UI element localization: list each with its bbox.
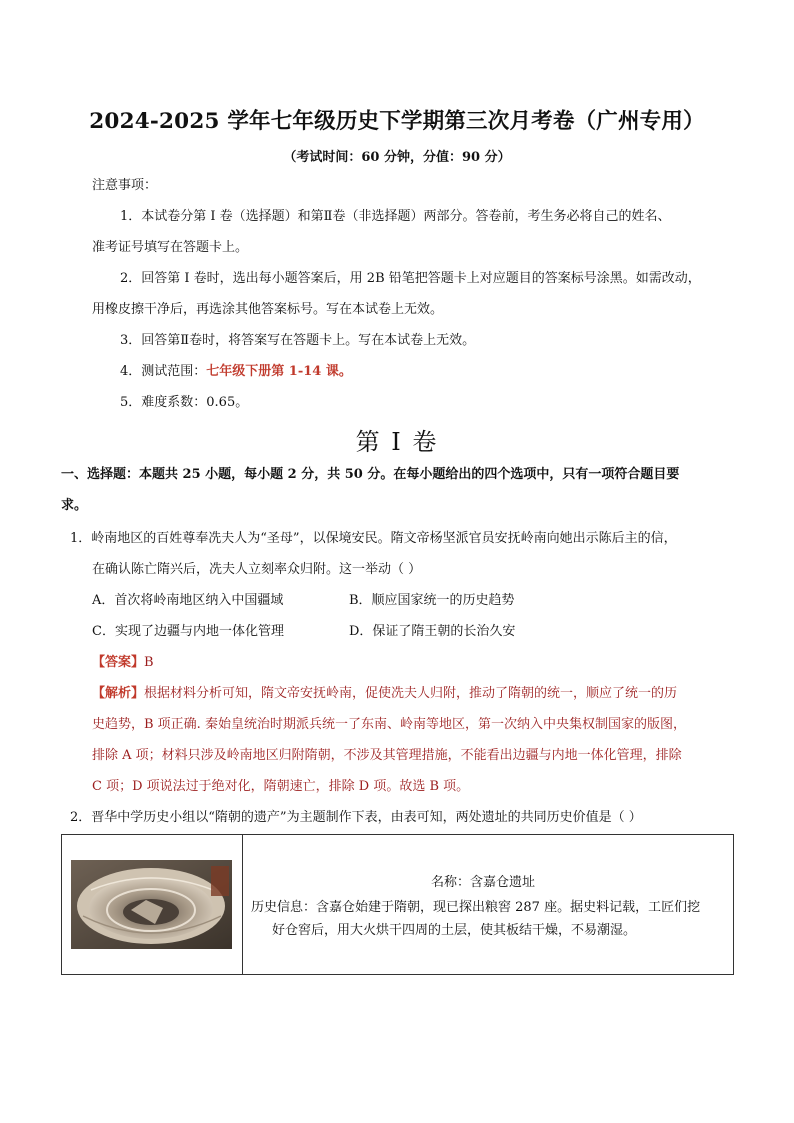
notes-heading: 注意事项： <box>92 178 158 193</box>
q1-answer <box>92 654 154 672</box>
exam-subtitle: （考试时间：60 分钟，分值：90 分） <box>283 150 511 165</box>
q1-analysis-line-3: 排除 A 项；材料只涉及岭南地区归附隋朝，不涉及其管理措施，不能看出边疆与内地一体化管理，排除 <box>92 748 682 763</box>
q1-option-c: C．实现了边疆与内地一体化管理 <box>92 624 284 639</box>
note-item-4-prefix: 4．测试范围： <box>120 364 207 379</box>
site-name: 名称：含嘉仓遗址 <box>431 875 536 890</box>
note-item-5: 5．难度系数：0.65。 <box>120 395 249 410</box>
q1-stem-line-2: 在确认陈亡隋兴后，冼夫人立刻率众归附。这一举动（ ） <box>92 562 422 577</box>
note-item-1-line-2: 准考证号填写在答题卡上。 <box>92 240 249 255</box>
hanjia-granary-photo <box>71 860 232 949</box>
q2-table-image-cell <box>62 835 243 974</box>
note-item-1-line-1: 1．本试卷分第 I 卷（选择题）和第Ⅱ卷（非选择题）两部分。答卷前，考生务必将自己的姓名、 <box>120 209 671 224</box>
q1-answer-label: 【答案】 <box>92 655 145 670</box>
section-intro-line-1: 一、选择题：本题共 25 小题，每小题 2 分，共 50 分。在每小题给出的四个选项中，只有一项符合题目要 <box>61 467 680 482</box>
q1-analysis-label: 【解析】 <box>92 686 145 701</box>
q1-answer-value: B <box>144 655 154 670</box>
note-item-2-line-1: 2．回答第 I 卷时，选出每小题答案后，用 2B 铅笔把答题卡上对应题目的答案标号涂黑。如需改动， <box>120 271 701 286</box>
section-title: 第 I 卷 <box>355 428 439 456</box>
note-item-3: 3．回答第Ⅱ卷时，将答案写在答题卡上。写在本试卷上无效。 <box>120 333 476 348</box>
site-info-line-2: 好仓窖后，用大火烘干四周的土层，使其板结干燥，不易潮湿。 <box>272 923 637 938</box>
q2-table <box>61 834 734 975</box>
q1-analysis-line-1 <box>92 685 677 703</box>
exam-title: 2024-2025 学年七年级历史下学期第三次月考卷（广州专用） <box>89 109 705 134</box>
q1-analysis-line-2: 史趋势，B 项正确. 秦始皇统治时期派兵统一了东南、岭南等地区，第一次纳入中央集权制国家的版图， <box>92 717 686 732</box>
q1-stem-line-1: 1．岭南地区的百姓尊奉冼夫人为“圣母”，以保境安民。隋文帝杨坚派官员安抚岭南向她出示陈后主的信， <box>70 531 677 546</box>
test-scope: 七年级下册第 1-14 课。 <box>206 364 352 379</box>
q1-option-d: D．保证了隋王朝的长治久安 <box>349 624 516 639</box>
site-info-line-1: 历史信息：含嘉仓始建于隋朝，现已探出粮窖 287 座。据史料记载，工匠们挖 <box>251 900 701 915</box>
note-item-4 <box>120 363 352 381</box>
q1-option-a: A．首次将岭南地区纳入中国疆域 <box>92 593 284 608</box>
note-item-2-line-2: 用橡皮擦干净后，再选涂其他答案标号。写在本试卷上无效。 <box>92 302 444 317</box>
q1-analysis-line-4: C 项；D 项说法过于绝对化，隋朝速亡，排除 D 项。故选 B 项。 <box>92 779 470 794</box>
q1-analysis-text-1: 根据材料分析可知，隋文帝安抚岭南，促使冼夫人归附，推动了隋朝的统一，顺应了统一的历 <box>144 686 678 701</box>
section-intro-line-2: 求。 <box>61 498 88 513</box>
q1-option-b: B．顺应国家统一的历史趋势 <box>349 593 515 608</box>
q2-stem: 2．晋华中学历史小组以“隋朝的遗产”为主题制作下表，由表可知，两处遗址的共同历史价值是（ ） <box>70 810 642 825</box>
q2-table-text-cell <box>243 835 733 974</box>
